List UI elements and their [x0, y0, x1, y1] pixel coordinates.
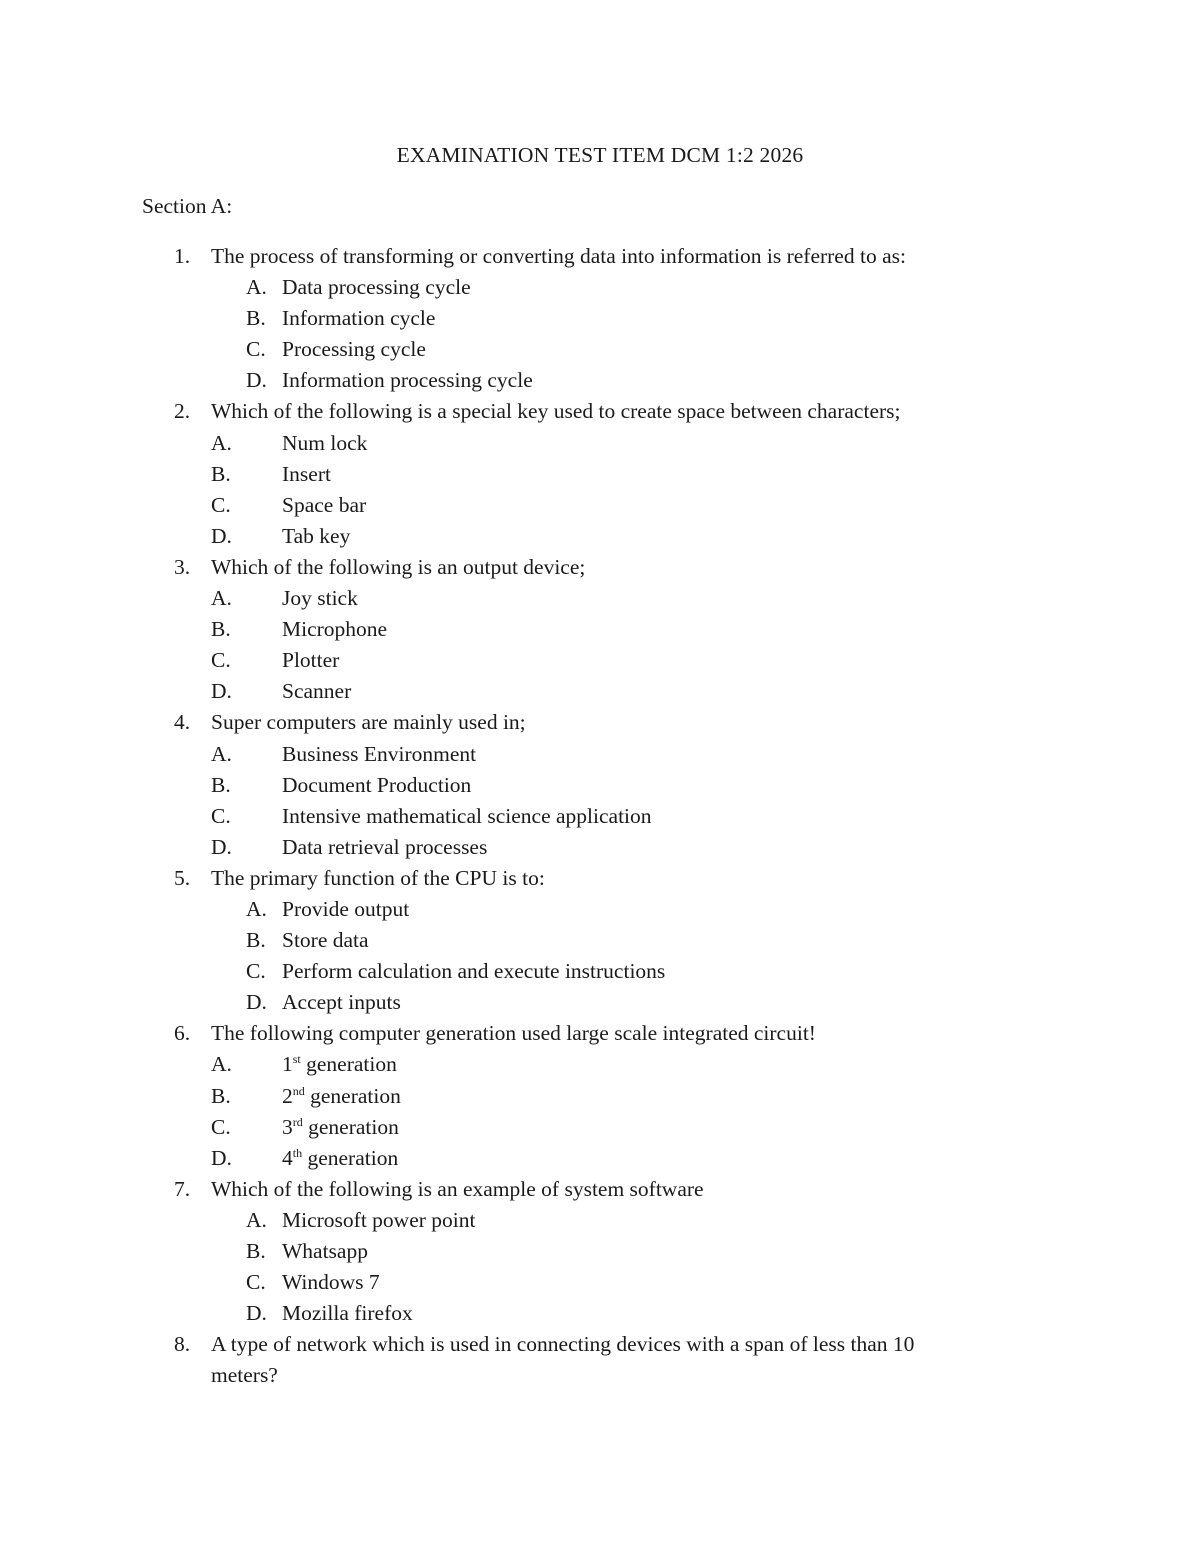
option-text: Accept inputs [282, 990, 401, 1015]
question-1 [0, 241, 1200, 272]
option-letter: D. [246, 990, 267, 1015]
question-8-continued [0, 1360, 1200, 1391]
question-text: Super computers are mainly used in; [211, 710, 526, 735]
option-6c [0, 1112, 1200, 1143]
option-letter: D. [246, 368, 267, 393]
option-text: Data processing cycle [282, 275, 471, 300]
option-text: Mozilla firefox [282, 1301, 413, 1326]
option-letter: A. [246, 275, 267, 300]
option-1b [0, 303, 1200, 334]
question-text: Which of the following is an output device; [211, 554, 586, 579]
ordinal-suffix: st [292, 1052, 301, 1067]
option-text: Num lock [282, 430, 368, 455]
ordinal-number: 2 [282, 1083, 293, 1108]
question-7 [0, 1174, 1200, 1205]
option-letter: C. [246, 959, 266, 984]
option-2c [0, 490, 1200, 521]
option-6b [0, 1081, 1200, 1112]
option-2b [0, 459, 1200, 490]
option-letter: B. [246, 1239, 266, 1263]
question-number: 8. [174, 1332, 191, 1357]
question-8 [0, 1329, 1200, 1360]
option-label: generation [300, 1052, 397, 1077]
ordinal-number: 4 [282, 1145, 293, 1170]
option-label: generation [304, 1083, 401, 1108]
option-6a [0, 1049, 1200, 1080]
option-2d [0, 521, 1200, 552]
option-3a [0, 583, 1200, 614]
option-text: Space bar [282, 492, 367, 517]
option-3c [0, 645, 1200, 676]
option-letter: C. [246, 337, 266, 362]
option-text: Information processing cycle [282, 368, 533, 393]
option-letter: B. [211, 772, 231, 797]
option-1c [0, 334, 1200, 365]
question-text: The following computer generation used large scale integrated circuit! [211, 1021, 816, 1046]
option-text: Whatsapp [282, 1239, 368, 1263]
question-text: Which of the following is an example of system software [211, 1176, 704, 1201]
option-letter: B. [211, 461, 231, 486]
question-text: A type of network which is used in connecting devices with a span of less than 10 [211, 1332, 915, 1357]
question-number: 5. [174, 865, 191, 890]
question-4 [0, 707, 1200, 738]
option-label: generation [302, 1145, 399, 1170]
question-5 [0, 863, 1200, 894]
question-number: 2. [174, 399, 191, 424]
question-text: The process of transforming or converting data into information is referred to as: [211, 244, 906, 268]
option-letter: D. [211, 1145, 232, 1170]
option-3d [0, 676, 1200, 707]
option-5b [0, 925, 1200, 956]
option-letter: A. [246, 1207, 267, 1232]
option-text [282, 1143, 398, 1177]
option-letter: B. [246, 928, 266, 953]
option-text: Business Environment [282, 741, 477, 766]
option-letter: D. [211, 834, 232, 859]
option-3b [0, 614, 1200, 645]
option-text: Plotter [282, 648, 340, 673]
option-letter: B. [246, 306, 266, 331]
option-letter: B. [211, 1083, 231, 1108]
question-text-continued: meters? [211, 1363, 278, 1388]
option-text: Intensive mathematical science application [282, 803, 652, 828]
option-label: generation [302, 1114, 399, 1139]
question-6 [0, 1018, 1200, 1049]
option-text: Data retrieval processes [282, 834, 488, 859]
ordinal-number: 3 [282, 1114, 293, 1139]
option-5d [0, 987, 1200, 1018]
option-5c [0, 956, 1200, 987]
option-letter: C. [246, 1270, 266, 1295]
section-heading: Section A: [142, 194, 233, 218]
option-letter: C. [211, 803, 231, 828]
question-number: 7. [174, 1176, 191, 1201]
ordinal-number: 1 [282, 1052, 293, 1077]
option-4c [0, 801, 1200, 832]
option-letter: D. [246, 1301, 267, 1326]
option-text: Information cycle [282, 306, 436, 331]
option-letter: D. [211, 679, 232, 704]
option-text [282, 1112, 399, 1146]
option-letter: A. [211, 741, 232, 766]
document-title: EXAMINATION TEST ITEM DCM 1:2 2026 [396, 143, 804, 167]
option-1d [0, 365, 1200, 396]
ordinal-suffix: rd [292, 1114, 303, 1129]
option-7d [0, 1298, 1200, 1329]
option-4b [0, 770, 1200, 801]
question-list [0, 241, 1200, 1391]
option-letter: A. [211, 430, 232, 455]
option-text: Tab key [282, 523, 351, 548]
option-letter: B. [211, 617, 231, 642]
option-2a [0, 428, 1200, 459]
question-text: Which of the following is a special key used to create space between characters; [211, 399, 901, 424]
option-7a [0, 1205, 1200, 1236]
option-text: Provide output [282, 896, 410, 921]
option-4a [0, 739, 1200, 770]
option-7c [0, 1267, 1200, 1298]
option-letter: C. [211, 648, 231, 673]
question-number: 3. [174, 554, 191, 579]
question-number: 4. [174, 710, 191, 735]
option-text: Insert [282, 461, 331, 486]
option-letter: A. [211, 1052, 232, 1077]
option-text: Store data [282, 928, 369, 953]
option-text: Document Production [282, 772, 472, 797]
option-4d [0, 832, 1200, 863]
option-text: Microsoft power point [282, 1207, 476, 1232]
question-2 [0, 396, 1200, 427]
option-6d [0, 1143, 1200, 1174]
option-letter: C. [211, 492, 231, 517]
option-text: Microphone [282, 617, 388, 642]
option-text: Scanner [282, 679, 352, 704]
option-text [282, 1081, 401, 1115]
option-1a [0, 272, 1200, 303]
option-text [282, 1049, 397, 1083]
question-3 [0, 552, 1200, 583]
ordinal-suffix: th [292, 1145, 303, 1160]
ordinal-suffix: nd [292, 1083, 305, 1098]
option-letter: A. [211, 586, 232, 611]
question-number: 6. [174, 1021, 191, 1046]
option-7b [0, 1236, 1200, 1267]
option-text: Joy stick [282, 586, 358, 611]
option-text: Processing cycle [282, 337, 426, 362]
option-text: Windows 7 [282, 1270, 380, 1295]
question-text: The primary function of the CPU is to: [211, 865, 545, 890]
question-number: 1. [174, 244, 191, 268]
option-text: Perform calculation and execute instructions [282, 959, 666, 984]
option-letter: C. [211, 1114, 231, 1139]
option-letter: A. [246, 896, 267, 921]
option-letter: D. [211, 523, 232, 548]
option-5a [0, 894, 1200, 925]
